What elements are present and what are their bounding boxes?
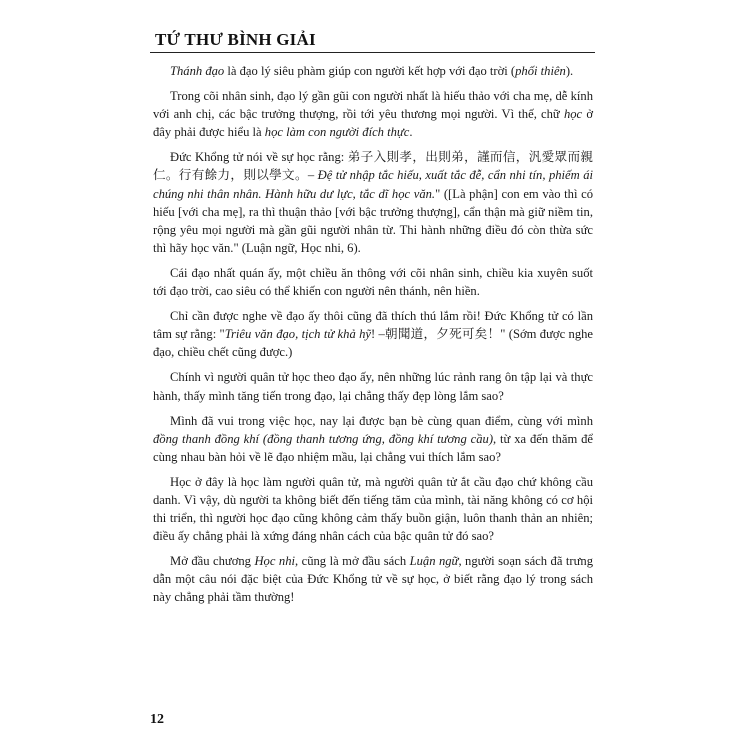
text-run: Chính vì người quân tử học theo đạo ấy, nên những lúc rảnh rang ôn tập lại và thực hành, thấy mình tăng tiến trong đạo, lại chẳng thấy đẹp lòng lắm sao? xyxy=(153,370,593,403)
text-run: Chỉ cần được nghe về đạo ấy thôi cũng đã thích thú lắm rồi! Đức Khổng tử có lần tâm sự rằng: " xyxy=(153,309,593,342)
paragraph xyxy=(153,62,593,80)
paragraph xyxy=(153,473,593,545)
text-run: là đạo lý siêu phàm giúp con người kết hợp với đạo trời ( xyxy=(224,64,516,78)
text-run: ! –朝聞道，夕死可矣！" (Sớm được nghe đạo, chiều chết cũng được.) xyxy=(153,327,594,360)
text-run: , cũng là mở đầu sách xyxy=(295,554,410,569)
text-run: Mở đầu chương xyxy=(170,554,255,569)
header-rule xyxy=(150,52,595,53)
text-run: Học ở đây là học làm người quân tử, mà người quân tử ắt cầu đạo chứ không cầu danh. Vì vậy, dù người ta không biết đến tiếng tăm của mình, tài năng không có cơ hội thi triển, thì người học đạo cũng không cảm thấy buồn giận, luôn thanh thản an nhiên; điều ấy chẳng phải là xứng đáng nhân cách của bậc quân tử đó sao? xyxy=(153,474,593,544)
page-number: 12 xyxy=(150,712,164,727)
italic-text: đồng thanh đồng khí (đồng thanh tương ứng, đồng khí tương cầu) xyxy=(153,431,494,446)
body-text xyxy=(153,62,593,614)
text-run: " ([Là phận] con em vào thì có hiếu [với cha mẹ], ra thì thuận thảo [với bậc trưởng thượng], cẩn thận mà giữ niềm tin, rộng yêu mọi người mà gần gũi người nhân từ. Thi hành những điều đó còn thừa sức thì hãy học văn." (Luận ngữ, Học nhi, 6). xyxy=(153,186,593,255)
text-run: . xyxy=(409,125,413,140)
italic-text: Thánh đạo xyxy=(170,64,225,78)
text-run: Mình đã vui trong việc học, nay lại được bạn bè cùng quan điểm, cùng với mình xyxy=(170,413,593,428)
paragraph xyxy=(153,412,593,466)
italic-text: học xyxy=(563,107,583,122)
text-run: , người soạn sách đã trưng dẫn một câu nói đặc biệt của Đức Khổng tử về sự học, ở biết rằng đạo lý trong sách này chẳng phải tầm thường! xyxy=(153,554,594,605)
text-run: , từ xa đến thăm để cùng nhau bàn hỏi về lẽ đạo nhiệm mầu, lại chẳng vui thích lắm sao? xyxy=(153,431,593,464)
paragraph xyxy=(153,368,593,404)
italic-text: học làm con người đích thực xyxy=(264,125,410,140)
text-run: Trong cõi nhân sinh, đạo lý gần gũi con người nhất là hiếu thảo với cha mẹ, dễ kính với anh chị, các bậc trưởng thượng, rồi tới yêu thương mọi người. Vì thế, chữ xyxy=(153,89,593,122)
italic-text: Đệ tử nhập tắc hiếu, xuất tắc đễ, cẩn nhi tín, phiếm ái chúng nhi thân nhân. Hành hữu dư lực, tắc dĩ học văn. xyxy=(153,168,593,201)
italic-text: phối thiên xyxy=(515,64,566,78)
running-head-title: TỨ THƯ BÌNH GIẢI xyxy=(155,30,316,49)
text-run: Đức Khổng tử nói về sự học rằng: 弟子入則孝，出則弟，謹而信，汎愛眾而親仁。行有餘力，則以學文。– xyxy=(153,150,593,183)
paragraph xyxy=(153,87,593,141)
paragraph xyxy=(153,552,593,606)
text-run: ở đây phải được hiểu là xyxy=(153,107,593,140)
italic-text: Học nhi xyxy=(254,554,295,569)
paragraph xyxy=(153,148,593,257)
text-run: Cái đạo nhất quán ấy, một chiều ăn thông với cõi nhân sinh, chiều kia xuyên suốt tới đạo trời, cao siêu có thể khiến con người nên thánh, nên hiền. xyxy=(153,265,593,299)
paragraph xyxy=(153,307,593,361)
italic-text: Luận ngữ xyxy=(409,554,459,569)
text-run: ). xyxy=(565,64,574,78)
paragraph xyxy=(153,264,593,300)
italic-text: Triêu văn đạo, tịch tử khả hỹ xyxy=(224,327,371,342)
